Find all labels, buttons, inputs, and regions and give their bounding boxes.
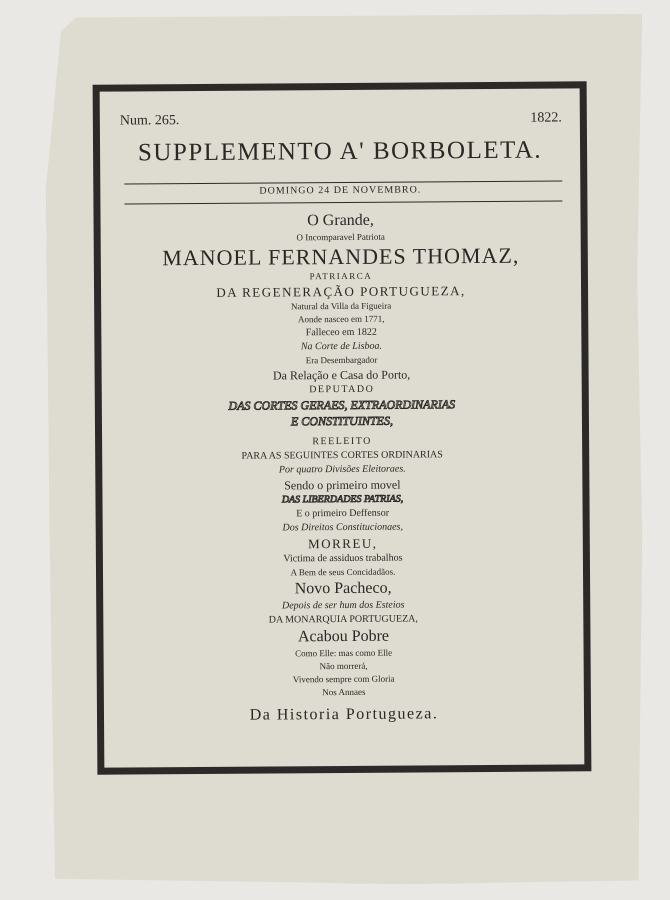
eulogy-line: Sendo o primeiro movel [284, 477, 401, 493]
masthead-row [120, 110, 562, 129]
mourning-border [93, 81, 592, 774]
eulogy-line: DAS CORTES GERAES, EXTRAORDINARIAS [228, 397, 456, 413]
eulogy-line: E CONSTITUINTES, [290, 413, 394, 429]
headline: SUPPLEMENTO A' BORBOLETA. [137, 136, 543, 167]
eulogy-line: DA REGENERAÇÃO PORTUGUEZA, [216, 283, 466, 300]
eulogy-line-final: Da Historia Portugueza. [249, 705, 439, 724]
eulogy-line: Natural da Villa da Figueira [290, 300, 392, 312]
eulogy-line: Como Elle: mas como Elle [295, 647, 393, 659]
eulogy-line: PATRIARCA [309, 270, 373, 282]
dateline: DOMINGO 24 DE NOVEMBRO. [259, 184, 422, 197]
eulogy-line: O Incomparavel Patriota [296, 231, 385, 243]
eulogy-line-name: MANOEL FERNANDES THOMAZ, [162, 242, 520, 271]
eulogy-line: Victima de assiduos trabalhos [283, 552, 403, 565]
eulogy-line: Novo Pacheco, [294, 579, 392, 598]
eulogy-line: Não morrerá, [319, 660, 368, 672]
eulogy-line: Vivendo sempre com Gloria [292, 673, 395, 685]
eulogy-line: Era Desembargador [305, 354, 378, 366]
eulogy-line: PARA AS SEGUINTES CORTES ORDINARIAS [241, 449, 443, 462]
eulogy-line: Aonde nasceo em 1771, [297, 313, 385, 325]
eulogy-line: Na Corte de Lisboa. [300, 340, 383, 353]
eulogy-line: Da Relação e Casa do Porto, [272, 367, 411, 383]
eulogy-line: E o primeiro Deffensor [296, 507, 390, 520]
eulogy-line: Acabou Pobre [297, 627, 390, 646]
eulogy-line: Falleceo em 1822 [305, 326, 377, 339]
eulogy-line: DEPUTADO [309, 383, 375, 396]
eulogy-text [110, 209, 574, 726]
eulogy-line: MORREU, [308, 535, 378, 552]
eulogy-line: O Grande, [307, 211, 374, 230]
bottom-rule [124, 200, 562, 204]
eulogy-line: Dos Direitos Constitucionaes, [282, 521, 403, 534]
issue-number: Num. 265. [119, 113, 180, 129]
eulogy-line: Por quatro Divisões Eleitoraes. [278, 463, 406, 476]
eulogy-line: DAS LIBERDADES PATRIAS, [281, 493, 404, 506]
newspaper-content [110, 92, 575, 763]
eulogy-line: Nos Annaes [322, 686, 366, 698]
eulogy-line: REELEITO [312, 435, 372, 448]
issue-year: 1822. [530, 110, 562, 126]
eulogy-line: A Bem de seus Concidadãos. [290, 566, 396, 578]
eulogy-line: Depois de ser hum dos Esteios [281, 599, 405, 612]
eulogy-line: DA MONARQUIA PORTUGUEZA, [268, 613, 418, 626]
